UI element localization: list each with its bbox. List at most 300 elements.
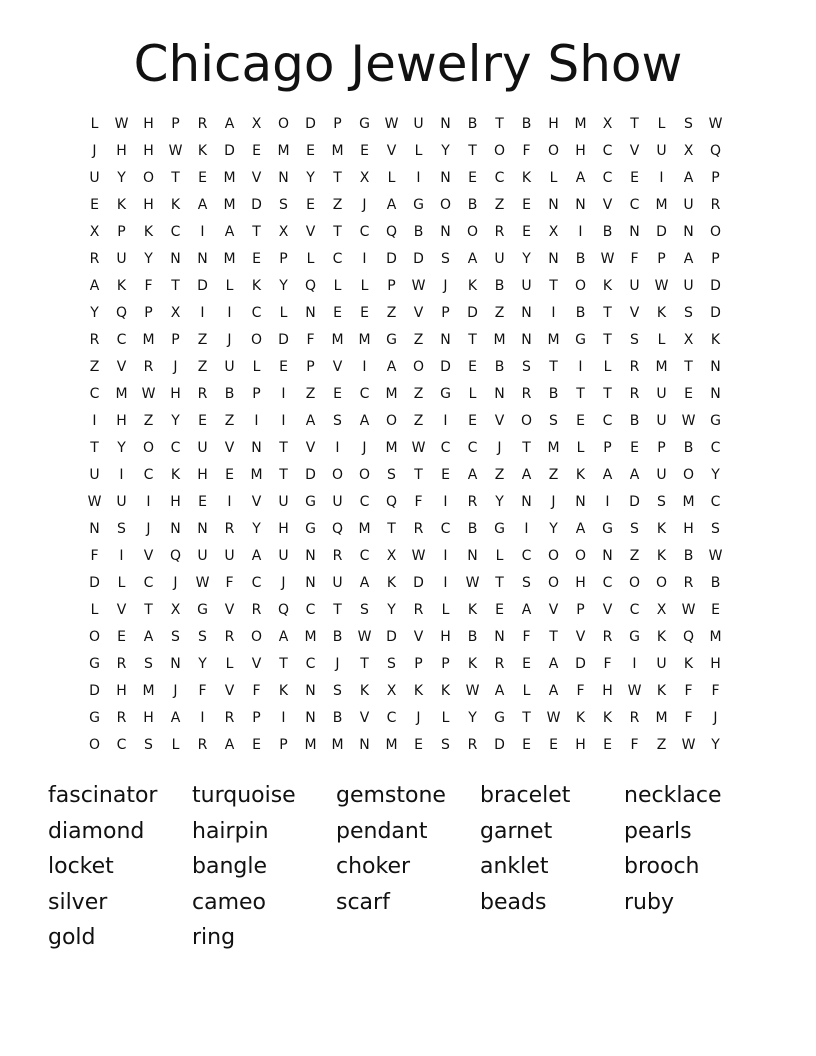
grid-letter: O	[466, 224, 479, 240]
grid-letter: N	[575, 197, 586, 213]
grid-letter: S	[711, 521, 720, 537]
grid-letter: J	[281, 575, 286, 591]
grid-letter: P	[657, 440, 666, 456]
word-list-item: necklace	[624, 783, 722, 808]
grid-letter: M	[385, 386, 398, 402]
grid-letter: Z	[197, 359, 208, 375]
grid-letter: B	[494, 359, 505, 375]
grid-letter: W	[627, 683, 642, 699]
grid-letter: N	[710, 359, 721, 375]
grid-letter: D	[89, 683, 100, 699]
grid-letter: R	[467, 737, 478, 753]
grid-letter: I	[362, 251, 367, 267]
grid-letter: Y	[144, 251, 153, 267]
grid-letter: L	[387, 170, 396, 186]
grid-letter: S	[360, 602, 369, 618]
grid-letter: U	[656, 386, 667, 402]
grid-letter: E	[630, 170, 639, 186]
grid-letter: X	[359, 170, 370, 186]
grid-letter: N	[170, 656, 181, 672]
grid-letter: O	[250, 332, 263, 348]
grid-letter: O	[88, 629, 101, 645]
grid-letter: H	[710, 656, 721, 672]
grid-letter: I	[443, 575, 448, 591]
grid-letter: H	[116, 143, 127, 159]
grid-letter: K	[197, 143, 208, 159]
grid-letter: L	[306, 251, 315, 267]
grid-letter: S	[522, 359, 531, 375]
grid-letter: O	[520, 413, 533, 429]
grid-letter: V	[413, 305, 424, 321]
grid-letter: R	[683, 575, 694, 591]
grid-letter: V	[224, 602, 235, 618]
grid-letter: R	[332, 548, 343, 564]
grid-letter: E	[522, 737, 531, 753]
grid-letter: G	[494, 710, 505, 726]
grid-letter: V	[251, 656, 262, 672]
grid-letter: S	[549, 413, 558, 429]
grid-letter: V	[629, 305, 640, 321]
grid-letter: S	[441, 737, 450, 753]
grid-letter: T	[333, 602, 342, 618]
grid-letter: U	[116, 251, 127, 267]
grid-letter: N	[305, 710, 316, 726]
word-list-item: ruby	[624, 889, 674, 915]
grid-letter: A	[683, 170, 694, 186]
grid-letter: P	[144, 305, 153, 321]
word-list-item: ring	[192, 925, 236, 950]
grid-letter: W	[195, 575, 210, 591]
grid-letter: B	[332, 710, 343, 726]
grid-letter: T	[144, 602, 153, 618]
grid-letter: C	[629, 197, 640, 213]
grid-letter: S	[441, 251, 450, 267]
grid-letter: V	[116, 359, 127, 375]
grid-letter: J	[497, 440, 502, 456]
grid-letter: E	[468, 170, 477, 186]
grid-letter: S	[522, 575, 531, 591]
grid-letter: T	[279, 656, 288, 672]
grid-letter: K	[656, 683, 667, 699]
word-list-item: locket	[48, 854, 114, 879]
grid-letter: O	[574, 278, 587, 294]
grid-letter: A	[386, 359, 397, 375]
grid-letter: L	[252, 359, 261, 375]
grid-letter: A	[224, 224, 235, 240]
grid-letter: E	[522, 656, 531, 672]
grid-letter: W	[708, 116, 723, 132]
grid-letter: M	[304, 629, 317, 645]
grid-letter: D	[710, 278, 721, 294]
grid-letter: U	[89, 170, 100, 186]
grid-letter: U	[116, 494, 127, 510]
grid-letter: Y	[711, 737, 720, 753]
grid-letter: B	[683, 548, 694, 564]
grid-letter: A	[386, 197, 397, 213]
grid-letter: K	[656, 305, 667, 321]
grid-letter: N	[251, 440, 262, 456]
grid-letter: G	[413, 197, 424, 213]
grid-letter: P	[171, 116, 180, 132]
grid-letter: E	[549, 737, 558, 753]
grid-letter: I	[551, 305, 556, 321]
grid-letter: T	[333, 170, 342, 186]
grid-letter: R	[494, 224, 505, 240]
grid-letter: E	[252, 737, 261, 753]
grid-letter: S	[387, 656, 396, 672]
grid-letter: W	[654, 278, 669, 294]
grid-letter: C	[602, 413, 613, 429]
grid-letter: A	[521, 602, 532, 618]
grid-letter: E	[306, 197, 315, 213]
grid-letter: B	[413, 224, 424, 240]
grid-letter: S	[333, 413, 342, 429]
grid-letter: C	[440, 440, 451, 456]
grid-letter: G	[305, 494, 316, 510]
grid-letter: R	[224, 629, 235, 645]
grid-letter: E	[279, 359, 288, 375]
grid-letter: E	[90, 197, 99, 213]
grid-letter: I	[578, 359, 583, 375]
word-list-item: fascinator	[48, 783, 158, 808]
grid-letter: E	[468, 413, 477, 429]
grid-letter: J	[416, 710, 421, 726]
grid-letter: C	[602, 143, 613, 159]
grid-letter: V	[548, 602, 559, 618]
grid-letter: M	[250, 467, 263, 483]
grid-letter: C	[305, 602, 316, 618]
grid-letter: O	[547, 575, 560, 591]
grid-letter: I	[227, 494, 232, 510]
grid-letter: R	[197, 116, 208, 132]
grid-letter: L	[333, 278, 342, 294]
grid-letter: I	[281, 386, 286, 402]
grid-letter: R	[629, 386, 640, 402]
grid-letter: U	[656, 143, 667, 159]
word-list-item: gemstone	[336, 783, 446, 808]
grid-letter: I	[281, 413, 286, 429]
grid-letter: Y	[90, 305, 99, 321]
grid-letter: V	[305, 440, 316, 456]
grid-letter: G	[629, 629, 640, 645]
grid-letter: D	[386, 251, 397, 267]
grid-letter: J	[173, 359, 178, 375]
grid-letter: L	[657, 116, 666, 132]
grid-letter: N	[548, 251, 559, 267]
grid-letter: U	[656, 413, 667, 429]
grid-letter: H	[548, 116, 559, 132]
grid-letter: P	[279, 737, 288, 753]
grid-letter: G	[575, 332, 586, 348]
grid-letter: Q	[385, 494, 398, 510]
grid-letter: I	[200, 710, 205, 726]
grid-letter: D	[224, 143, 235, 159]
grid-letter: P	[414, 656, 423, 672]
grid-letter: L	[468, 386, 477, 402]
grid-letter: T	[279, 467, 288, 483]
grid-letter: L	[414, 143, 423, 159]
grid-letter: K	[170, 197, 181, 213]
grid-letter: T	[522, 440, 531, 456]
grid-letter: D	[305, 467, 316, 483]
word-list-item: choker	[336, 854, 411, 879]
grid-letter: D	[413, 251, 424, 267]
grid-letter: E	[360, 305, 369, 321]
grid-letter: B	[467, 521, 478, 537]
grid-letter: T	[252, 224, 261, 240]
grid-letter: F	[522, 143, 531, 159]
grid-letter: X	[170, 602, 181, 618]
grid-letter: P	[387, 278, 396, 294]
grid-letter: P	[441, 656, 450, 672]
grid-letter: I	[443, 548, 448, 564]
word-list-item: scarf	[336, 889, 390, 915]
grid-letter: H	[575, 575, 586, 591]
grid-letter: M	[223, 251, 236, 267]
grid-letter: U	[332, 575, 343, 591]
grid-letter: X	[89, 224, 100, 240]
grid-letter: I	[659, 170, 664, 186]
grid-letter: R	[89, 251, 100, 267]
grid-letter: M	[574, 116, 587, 132]
grid-letter: K	[278, 683, 289, 699]
grid-letter: R	[413, 602, 424, 618]
grid-letter: L	[441, 602, 450, 618]
grid-letter: W	[114, 116, 129, 132]
grid-letter: C	[359, 224, 370, 240]
grid-letter: Y	[306, 170, 315, 186]
grid-letter: E	[117, 629, 126, 645]
grid-letter: Z	[332, 197, 343, 213]
grid-letter: Q	[304, 278, 317, 294]
grid-letter: O	[574, 548, 587, 564]
grid-letter: S	[387, 467, 396, 483]
grid-letter: F	[225, 575, 234, 591]
grid-letter: M	[331, 143, 344, 159]
grid-letter: R	[413, 521, 424, 537]
grid-letter: E	[360, 143, 369, 159]
grid-letter: X	[170, 305, 181, 321]
grid-letter: T	[522, 710, 531, 726]
grid-letter: P	[576, 602, 585, 618]
grid-letter: Y	[495, 494, 504, 510]
grid-letter: L	[441, 710, 450, 726]
grid-letter: M	[142, 332, 155, 348]
grid-letter: E	[468, 359, 477, 375]
grid-letter: K	[602, 278, 613, 294]
grid-letter: Y	[171, 413, 180, 429]
grid-letter: L	[171, 737, 180, 753]
grid-letter: R	[116, 656, 127, 672]
grid-letter: S	[279, 197, 288, 213]
grid-letter: U	[332, 494, 343, 510]
grid-letter: M	[115, 386, 128, 402]
grid-letter: N	[521, 494, 532, 510]
grid-letter: B	[602, 224, 613, 240]
grid-letter: U	[683, 278, 694, 294]
grid-letter: A	[494, 683, 505, 699]
grid-letter: P	[279, 251, 288, 267]
grid-letter: I	[416, 170, 421, 186]
grid-letter: F	[252, 683, 261, 699]
grid-letter: U	[278, 494, 289, 510]
grid-letter: L	[90, 116, 99, 132]
grid-letter: C	[116, 737, 127, 753]
grid-letter: K	[386, 575, 397, 591]
grid-letter: Z	[386, 305, 397, 321]
grid-letter: B	[683, 440, 694, 456]
grid-letter: D	[467, 305, 478, 321]
grid-letter: V	[224, 440, 235, 456]
grid-letter: X	[548, 224, 559, 240]
grid-letter: O	[358, 467, 371, 483]
grid-letter: L	[117, 575, 126, 591]
grid-letter: L	[576, 440, 585, 456]
grid-letter: I	[443, 494, 448, 510]
grid-letter: N	[440, 116, 451, 132]
grid-letter: V	[602, 197, 613, 213]
grid-letter: C	[494, 170, 505, 186]
grid-letter: I	[92, 413, 97, 429]
grid-letter: Z	[413, 386, 424, 402]
grid-letter: W	[600, 251, 615, 267]
grid-letter: W	[168, 143, 183, 159]
grid-letter: P	[171, 332, 180, 348]
grid-letter: P	[711, 170, 720, 186]
grid-letter: M	[142, 683, 155, 699]
grid-letter: R	[224, 521, 235, 537]
grid-letter: T	[495, 575, 504, 591]
grid-letter: M	[277, 143, 290, 159]
grid-letter: I	[200, 305, 205, 321]
word-list-item: hairpin	[192, 818, 269, 844]
grid-letter: H	[116, 683, 127, 699]
grid-letter: M	[547, 332, 560, 348]
grid-letter: F	[603, 656, 612, 672]
grid-letter: G	[89, 710, 100, 726]
grid-letter: J	[362, 197, 367, 213]
grid-letter: Z	[629, 548, 640, 564]
grid-letter: D	[629, 494, 640, 510]
word-list	[48, 778, 768, 956]
grid-letter: A	[548, 683, 559, 699]
grid-letter: M	[223, 197, 236, 213]
word-list-item: garnet	[480, 818, 553, 844]
grid-letter: Z	[494, 197, 505, 213]
word-list-item: gold	[48, 925, 96, 950]
grid-letter: V	[386, 143, 397, 159]
grid-letter: T	[171, 170, 180, 186]
grid-letter: N	[197, 521, 208, 537]
grid-letter: E	[198, 494, 207, 510]
grid-letter: Z	[548, 467, 559, 483]
grid-letter: N	[440, 332, 451, 348]
grid-letter: S	[630, 332, 639, 348]
grid-letter: B	[494, 278, 505, 294]
grid-letter: D	[386, 629, 397, 645]
grid-letter: V	[116, 602, 127, 618]
grid-letter: M	[655, 359, 668, 375]
grid-letter: S	[171, 629, 180, 645]
grid-letter: X	[602, 116, 613, 132]
grid-letter: Z	[413, 332, 424, 348]
grid-letter: C	[89, 386, 100, 402]
grid-letter: B	[332, 629, 343, 645]
grid-letter: O	[412, 359, 425, 375]
grid-letter: L	[90, 602, 99, 618]
grid-letter: V	[305, 224, 316, 240]
grid-letter: C	[359, 386, 370, 402]
grid-letter: N	[305, 683, 316, 699]
grid-letter: D	[413, 575, 424, 591]
word-list-item: pearls	[624, 818, 692, 844]
grid-letter: O	[547, 548, 560, 564]
grid-letter: V	[575, 629, 586, 645]
grid-letter: A	[467, 251, 478, 267]
grid-letter: N	[548, 197, 559, 213]
grid-letter: G	[710, 413, 721, 429]
grid-letter: G	[89, 656, 100, 672]
grid-letter: E	[306, 143, 315, 159]
grid-letter: E	[225, 467, 234, 483]
grid-letter: K	[521, 170, 532, 186]
grid-letter: K	[116, 197, 127, 213]
grid-letter: G	[440, 386, 451, 402]
grid-letter: F	[306, 332, 315, 348]
grid-letter: W	[411, 440, 426, 456]
word-list-item: silver	[48, 889, 108, 915]
word-list-item: cameo	[192, 889, 267, 915]
grid-letter: K	[413, 683, 424, 699]
grid-letter: B	[629, 413, 640, 429]
grid-letter: H	[278, 521, 289, 537]
grid-letter: R	[602, 629, 613, 645]
grid-letter: V	[224, 683, 235, 699]
grid-letter: T	[333, 224, 342, 240]
grid-letter: B	[575, 305, 586, 321]
grid-letter: G	[494, 521, 505, 537]
grid-letter: M	[655, 197, 668, 213]
grid-letter: M	[358, 332, 371, 348]
grid-letter: M	[385, 737, 398, 753]
grid-letter: Y	[279, 278, 288, 294]
grid-letter: R	[116, 710, 127, 726]
grid-letter: X	[386, 683, 397, 699]
grid-letter: W	[411, 278, 426, 294]
grid-letter: H	[602, 683, 613, 699]
grid-letter: D	[710, 305, 721, 321]
grid-letter: Y	[198, 656, 207, 672]
grid-letter: N	[683, 224, 694, 240]
grid-letter: M	[709, 629, 722, 645]
grid-letter: F	[414, 494, 423, 510]
grid-letter: N	[494, 386, 505, 402]
grid-letter: T	[630, 116, 639, 132]
grid-letter: T	[549, 278, 558, 294]
word-list-item: bangle	[192, 854, 268, 879]
grid-letter: N	[521, 305, 532, 321]
word-list-item: anklet	[480, 854, 549, 879]
grid-letter: D	[305, 116, 316, 132]
grid-letter: Q	[709, 143, 722, 159]
grid-letter: N	[359, 737, 370, 753]
grid-letter: V	[359, 710, 370, 726]
grid-letter: S	[333, 683, 342, 699]
grid-letter: I	[254, 413, 259, 429]
grid-letter: J	[335, 656, 340, 672]
grid-letter: H	[575, 143, 586, 159]
grid-letter: I	[227, 305, 232, 321]
